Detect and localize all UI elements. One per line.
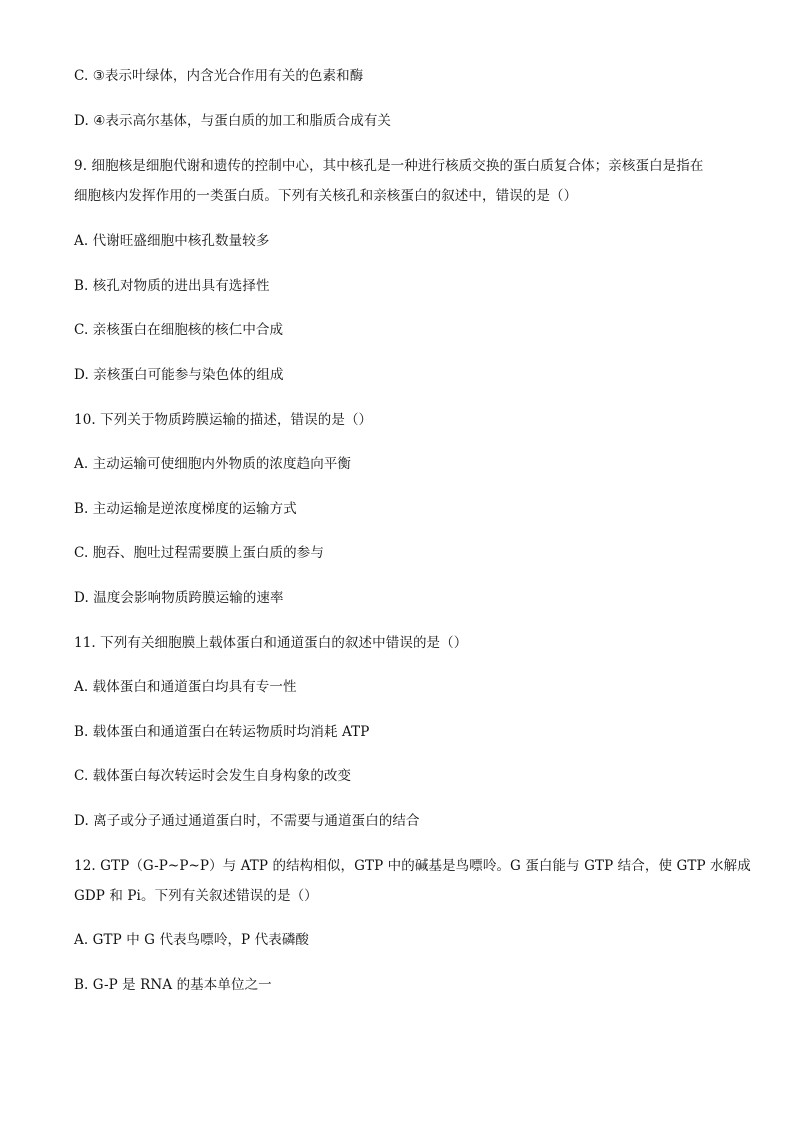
option-d-line: D. ④表示高尔基体，与蛋白质的加工和脂质合成有关 [74, 113, 392, 129]
question-12-stem-line-2: GDP 和 Pi。下列有关叙述错误的是（） [74, 888, 318, 904]
option-c-line: C. ③表示叶绿体，内含光合作用有关的色素和酶 [74, 68, 364, 84]
question-11-option-c: C. 载体蛋白每次转运时会发生自身构象的改变 [74, 768, 352, 784]
question-10-option-a: A. 主动运输可使细胞内外物质的浓度趋向平衡 [74, 456, 352, 472]
question-9-option-d: D. 亲核蛋白可能参与染色体的组成 [74, 367, 284, 383]
question-11-stem: 11. 下列有关细胞膜上载体蛋白和通道蛋白的叙述中错误的是（） [74, 635, 468, 651]
question-10-option-d: D. 温度会影响物质跨膜运输的速率 [74, 590, 284, 606]
question-12-option-a: A. GTP 中 G 代表鸟嘌呤，P 代表磷酸 [74, 932, 310, 948]
question-11-option-b: B. 载体蛋白和通道蛋白在转运物质时均消耗 ATP [74, 724, 370, 740]
question-11-option-d: D. 离子或分子通过通道蛋白时，不需要与通道蛋白的结合 [74, 813, 420, 829]
question-12-option-b: B. G-P 是 RNA 的基本单位之一 [74, 977, 272, 993]
question-10-option-b: B. 主动运输是逆浓度梯度的运输方式 [74, 501, 297, 517]
question-10-stem: 10. 下列关于物质跨膜运输的描述，错误的是（） [74, 412, 373, 428]
question-10-option-c: C. 胞吞、胞吐过程需要膜上蛋白质的参与 [74, 545, 324, 561]
question-9-option-b: B. 核孔对物质的进出具有选择性 [74, 278, 270, 294]
question-9-stem-line-1: 9. 细胞核是细胞代谢和遗传的控制中心，其中核孔是一种进行核质交换的蛋白质复合体；亲核蛋白是指在 [74, 158, 704, 174]
question-11-option-a: A. 载体蛋白和通道蛋白均具有专一性 [74, 679, 297, 695]
question-9-stem-line-2: 细胞核内发挥作用的一类蛋白质。下列有关核孔和亲核蛋白的叙述中，错误的是（） [74, 188, 578, 204]
question-12-stem-line-1: 12. GTP（G-P~P~P）与 ATP 的结构相似，GTP 中的碱基是鸟嘌呤。G 蛋白能与 GTP 结合，使 GTP 水解成 [74, 858, 751, 874]
question-9-option-a: A. 代谢旺盛细胞中核孔数量较多 [74, 233, 270, 249]
question-9-option-c: C. 亲核蛋白在细胞核的核仁中合成 [74, 322, 284, 338]
